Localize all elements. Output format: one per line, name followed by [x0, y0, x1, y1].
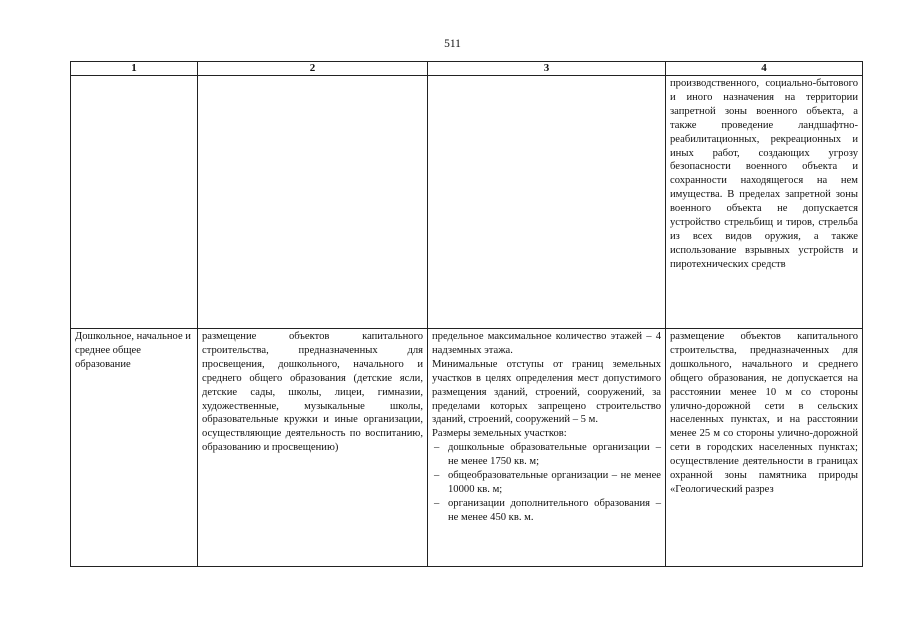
col3-paragraph: Минимальные отступы от границ земельных участков в целях определения мест допустимого размещения зданий, строений, сооружений, за пределами которых запрещено строительство зданий, строений, сооружений – 5 м. [432, 358, 661, 426]
row2-cell-3 [428, 329, 666, 567]
page-number: 511 [444, 38, 461, 50]
column-header-1: 1 [71, 62, 198, 76]
row1-cell-4: производственного, социально-бытового и иного назначения на территории запретной зоны военного объекта, а также проведение ландшафтно-реабилитационных, рекреационных и иных работ, создающих угрозу безопасности военного объекта и сохранности находящегося на нем имущества. В пределах запретной зоны военного объекта не допускается устройство стрельбищ и тиров, стрельба из всех видов оружия, а также использование взрывных устройств и пиротехнических средств [666, 76, 863, 329]
row2-cell-2: размещение объектов капитального строительства, предназначенных для просвещения, дошкольного, начального и среднего общего образования (детские ясли, детские сады, школы, лицеи, гимназии, художественные, музыкальные школы, образовательные кружки и иные организации, осуществляющие деятельность по воспитанию, образованию и просвещению) [198, 329, 428, 567]
zoning-table [70, 61, 863, 567]
col3-paragraph: Размеры земельных участков: [432, 428, 567, 440]
table-row [71, 76, 863, 329]
row1-cell-2 [198, 76, 428, 329]
column-header-2: 2 [198, 62, 428, 76]
row2-cell-4: размещение объектов капитального строительства, предназначенных для дошкольного, начального и среднего общего образования, не допускается на расстоянии менее 10 м со стороны улично-дорожной сети в сельских населенных пунктах, и на расстоянии менее 25 м со стороны улично-дорожной сети в городских населенных пунктах; осуществление деятельности в границах охранной зоны памятника природы «Геологический разрез [666, 329, 863, 567]
col3-paragraph: предельное максимальное количество этажей – 4 надземных этажа. [432, 331, 661, 356]
list-item: – общеобразовательные организации – не менее 10000 кв. м; [432, 469, 661, 497]
row2-cell-1: Дошкольное, начальное и среднее общее образование [71, 329, 198, 567]
row1-cell-1 [71, 76, 198, 329]
column-header-3: 3 [428, 62, 666, 76]
table-row [71, 329, 863, 567]
table-header-row [71, 62, 863, 76]
list-item: – дошкольные образовательные организации – не менее 1750 кв. м; [432, 441, 661, 469]
column-header-4: 4 [666, 62, 863, 76]
row1-cell-3 [428, 76, 666, 329]
list-item: – организации дополнительного образования – не менее 450 кв. м. [432, 497, 661, 525]
land-plot-size-list [432, 441, 661, 524]
